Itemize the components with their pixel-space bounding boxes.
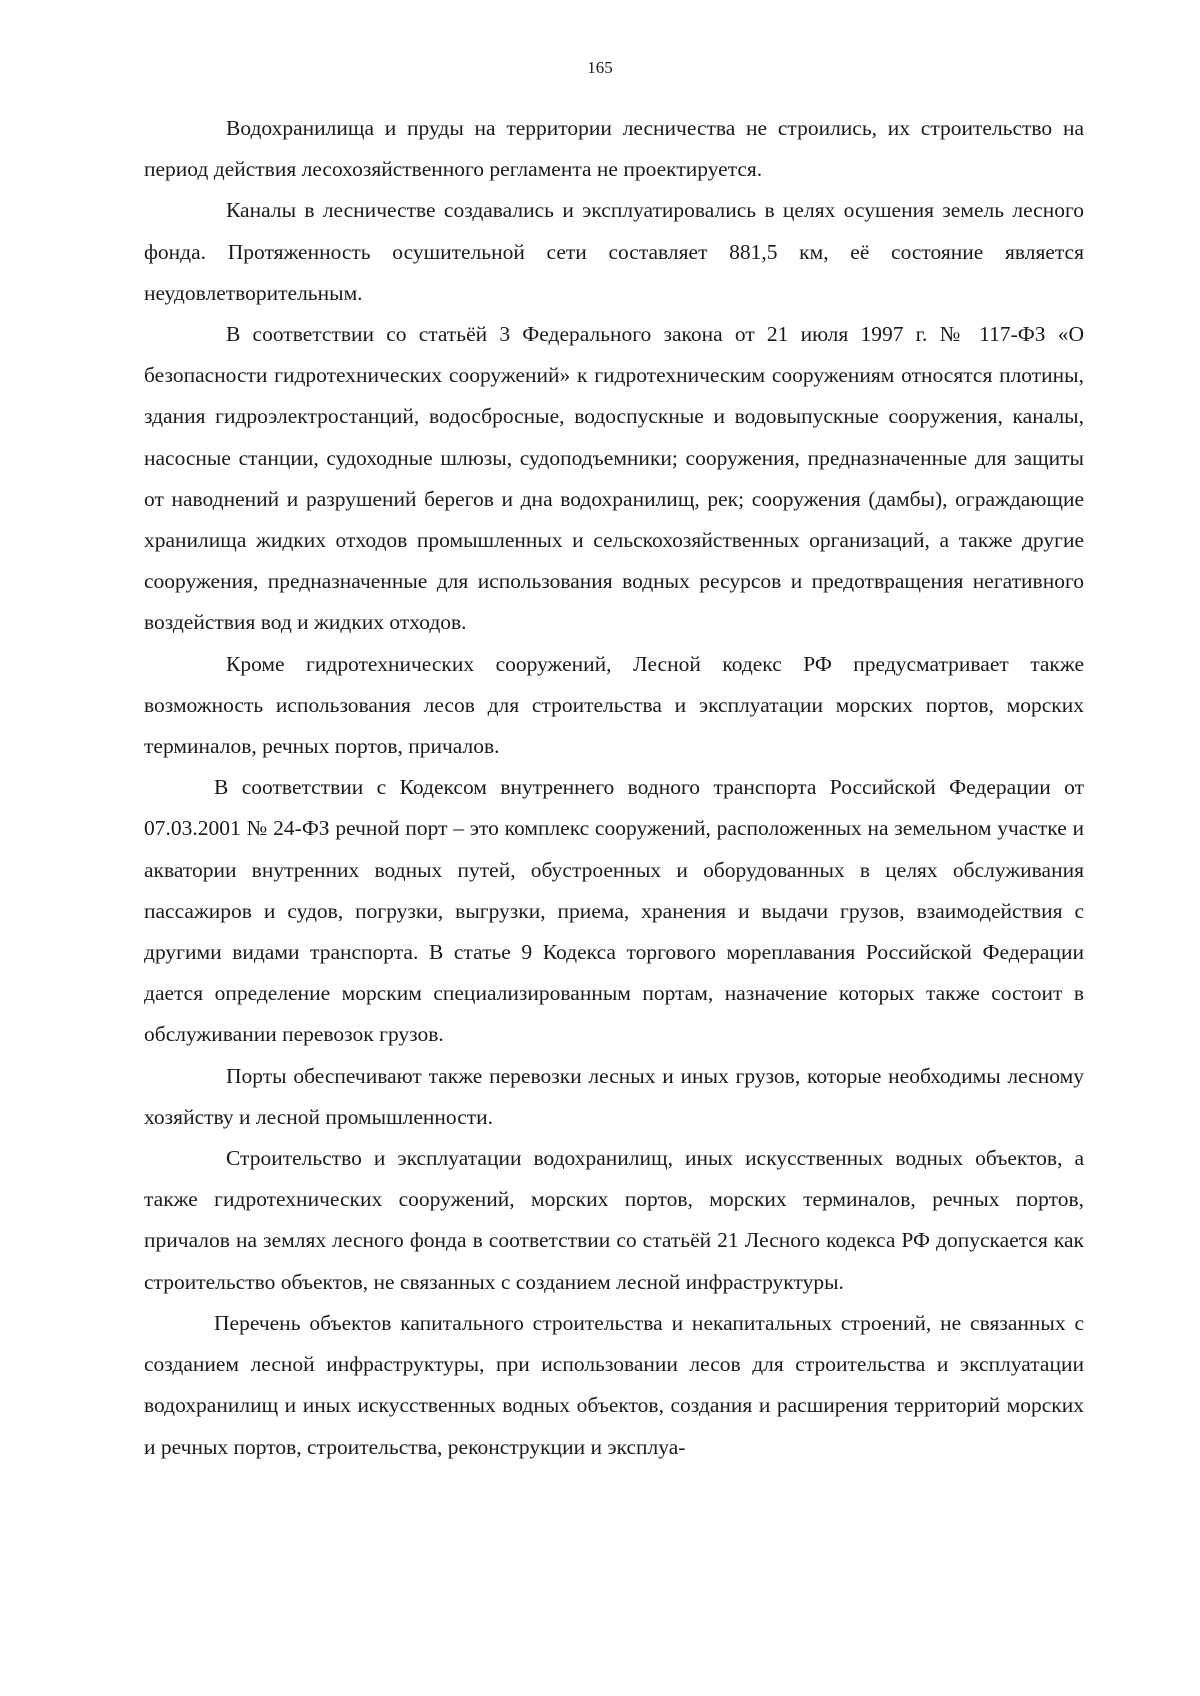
paragraph-canals: Каналы в лесничестве создавались и эксплуатировались в целях осушения земель лесного фонда. Протяженность осушительной сети составляет 881,5 км, её состояние является неудовлетворительным. xyxy=(144,198,1084,305)
page-number: 165 xyxy=(587,58,613,77)
paragraph-forest-code-ports: Кроме гидротехнических сооружений, Лесной кодекс РФ предусматривает также возможность использования лесов для строительства и эксплуатации морских портов, морских терминалов, речных портов, причалов. xyxy=(144,651,1084,759)
paragraph-construction-article-21: Строительство и эксплуатации водохранилищ, иных искусственных водных объектов, а также гидротехнических сооружений, морских портов, морских терминалов, речных портов, причалов на землях лесного фонда в соответствии со статьёй 21 Лесного кодекса РФ допускается как строительство объектов, не связанных с созданием лесной инфраструктуры. xyxy=(144,1146,1084,1294)
paragraph-river-port-definition: В соответствии с Кодексом внутреннего водного транспорта Российской Федерации от 07.03.2001 № 24-ФЗ речной порт – это комплекс сооружений, расположенных на земельном участке и акватории внутренних водных путей, обустроенных и оборудованных в целях обслуживания пассажиров и судов, погрузки, выгрузки, приема, хранения и выдачи грузов, взаимодействия с другими видами транспорта. В статье 9 Кодекса торгового мореплавания Российской Федерации дается определение морским специализированным портам, назначение которых также состоит в обслуживании перевозок грузов. xyxy=(144,775,1084,1047)
document-body xyxy=(144,108,1084,1468)
paragraph-objects-list: Перечень объектов капитального строительства и некапитальных строений, не связанных с созданием лесной инфраструктуры, при использовании лесов для строительства и эксплуатации водохранилищ и иных искусственных водных объектов, создания и расширения территорий морских и речных портов, строительства, реконструкции и эксплуа- xyxy=(144,1310,1084,1459)
paragraph-hydraulic-structures-law: В соответствии со статьёй 3 Федерального закона от 21 июля 1997 г. № 117-ФЗ «О безопасности гидротехнических сооружений» к гидротехническим сооружениям относятся плотины, здания гидроэлектростанций, водосбросные, водоспускные и водовыпускные сооружения, каналы, насосные станции, судоходные шлюзы, судоподъемники; сооружения, предназначенные для защиты от наводнений и разрушений берегов и дна водохранилищ, рек; сооружения (дамбы), ограждающие хранилища жидких отходов промышленных и сельскохозяйственных организаций, а также другие сооружения, предназначенные для использования водных ресурсов и предотвращения негативного воздействия вод и жидких отходов. xyxy=(144,322,1084,635)
paragraph-port-cargo: Порты обеспечивают также перевозки лесных и иных грузов, которые необходимы лесному хозяйству и лесной промышленности. xyxy=(144,1063,1084,1129)
paragraph-reservoirs: Водохранилища и пруды на территории лесничества не строились, их строительство на период действия лесохозяйственного регламента не проектируется. xyxy=(144,116,1084,182)
